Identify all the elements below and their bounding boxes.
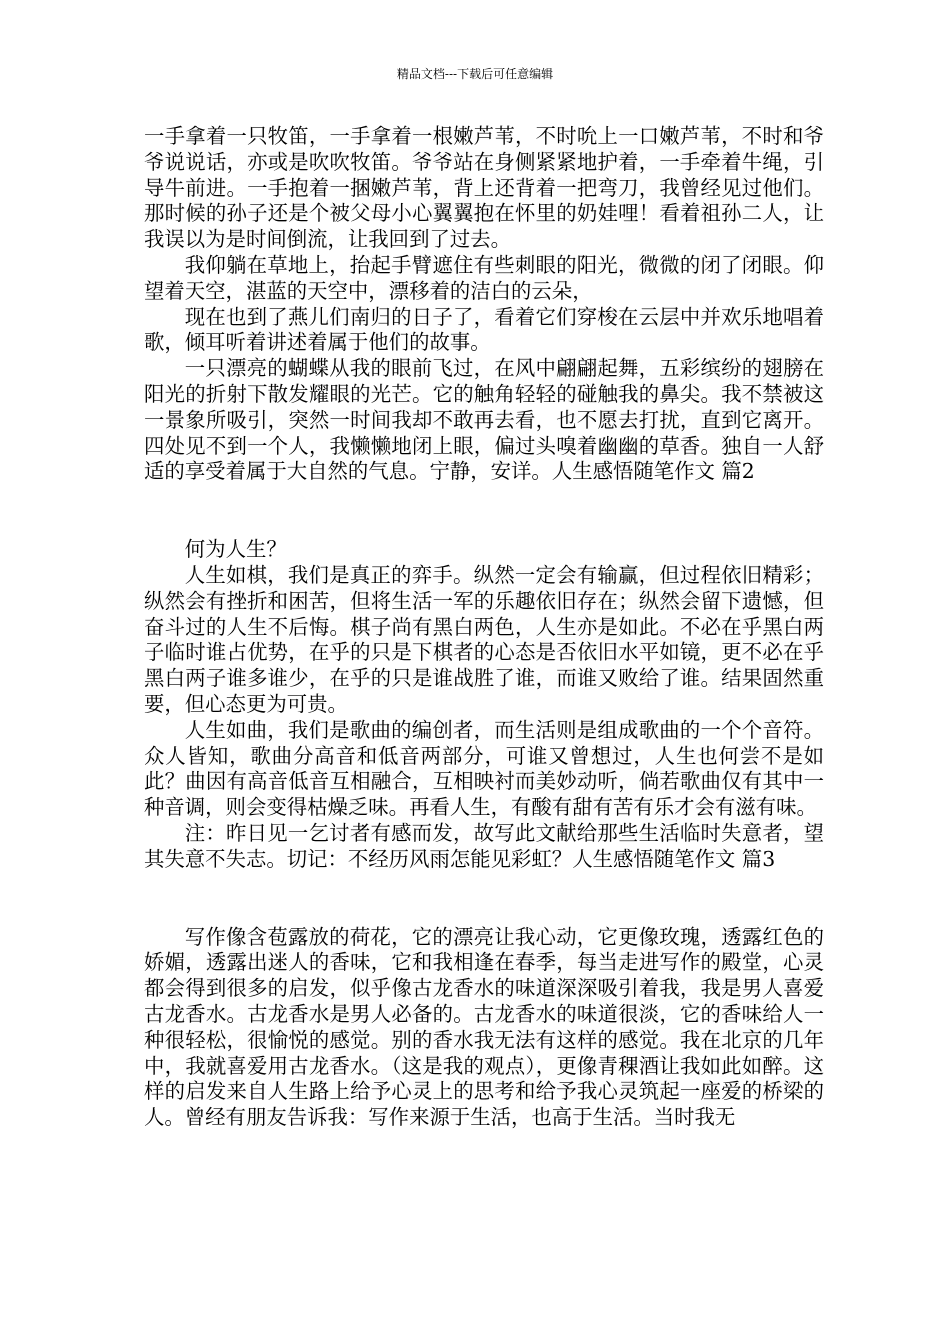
paragraph-8: 注：昨日见一乞讨者有感而发，故写此文献给那些生活临时失意者，望其失意不失志。切记：不经历风雨怎能见彩虹？人生感悟随笔作文 篇3 bbox=[144, 820, 824, 871]
paragraph-4: 一只漂亮的蝴蝶从我的眼前飞过，在风中翩翩起舞，五彩缤纷的翅膀在阳光的折射下散发耀眼的光芒。它的触角轻轻的碰触我的鼻尖。我不禁被这一景象所吸引，突然一时间我却不敢再去看，也不愿去打扰，直到它离开。四处见不到一个人，我懒懒地闭上眼，偏过头嗅着幽幽的草香。独自一人舒适的享受着属于大自然的气息。宁静，安详。人生感悟随笔作文 篇2 bbox=[144, 356, 824, 484]
paragraph-6: 人生如棋，我们是真正的弈手。纵然一定会有输赢，但过程依旧精彩；纵然会有挫折和困苦，但将生活一军的乐趣依旧存在；纵然会留下遗憾，但奋斗过的人生不后悔。棋子尚有黑白两色，人生亦是如此。不必在乎黑白两子临时谁占优势，在乎的只是下棋者的心态是否依旧水平如镜，更不必在乎黑白两子谁多谁少，在乎的只是谁战胜了谁，而谁又败给了谁。结果固然重要，但心态更为可贵。 bbox=[144, 562, 824, 716]
paragraph-5: 何为人生？ bbox=[184, 537, 287, 562]
paragraph-3: 现在也到了燕儿们南归的日子了，看着它们穿梭在云层中并欢乐地唱着歌，倾耳听着讲述着属于他们的故事。 bbox=[144, 304, 824, 355]
document-body bbox=[144, 124, 824, 1131]
paragraph-7: 人生如曲，我们是歌曲的编创者，而生活则是组成歌曲的一个个音符。众人皆知，歌曲分高音和低音两部分，可谁又曾想过，人生也何尝不是如此？曲因有高音低音互相融合，互相映衬而美妙动听，倘若歌曲仅有其中一种音调，则会变得枯燥乏味。再看人生，有酸有甜有苦有乐才会有滋有味。 bbox=[144, 717, 824, 820]
paragraph-2: 我仰躺在草地上，抬起手臂遮住有些刺眼的阳光，微微的闭了闭眼。仰望着天空，湛蓝的天空中，漂移着的洁白的云朵， bbox=[144, 252, 824, 303]
section-gap bbox=[144, 873, 824, 925]
section-gap bbox=[144, 485, 824, 537]
paragraph-1: 一手拿着一只牧笛，一手拿着一根嫩芦苇，不时吮上一口嫩芦苇，不时和爷爷说说话，亦或是吹吹牧笛。爷爷站在身侧紧紧地护着，一手牵着牛绳，引导牛前进。一手抱着一捆嫩芦苇，背上还背着一把弯刀，我曾经见过他们。那时候的孙子还是个被父母小心翼翼抱在怀里的奶娃哩！看着祖孙二人，让我误以为是时间倒流，让我回到了过去。 bbox=[144, 124, 824, 252]
paragraph-9: 写作像含苞露放的荷花，它的漂亮让我心动，它更像玫瑰，透露红色的娇媚，透露出迷人的香味，它和我相逢在春季，每当走进写作的殿堂，心灵都会得到很多的启发，似乎像古龙香水的味道深深吸引着我，我是男人喜爱古龙香水。古龙香水是男人必备的。古龙香水的味道很淡，它的香味给人一种很轻松，很愉悦的感觉。别的香水我无法有这样的感觉。我在北京的几年中，我就喜爱用古龙香水。（这是我的观点），更像青稞酒让我如此如醉。这样的启发来自人生路上给予心灵上的思考和给予我心灵筑起一座爱的桥梁的人。曾经有朋友告诉我：写作来源于生活，也高于生活。当时我无 bbox=[144, 924, 824, 1130]
page-header: 精品文档---下载后可任意编辑 bbox=[396, 67, 554, 81]
